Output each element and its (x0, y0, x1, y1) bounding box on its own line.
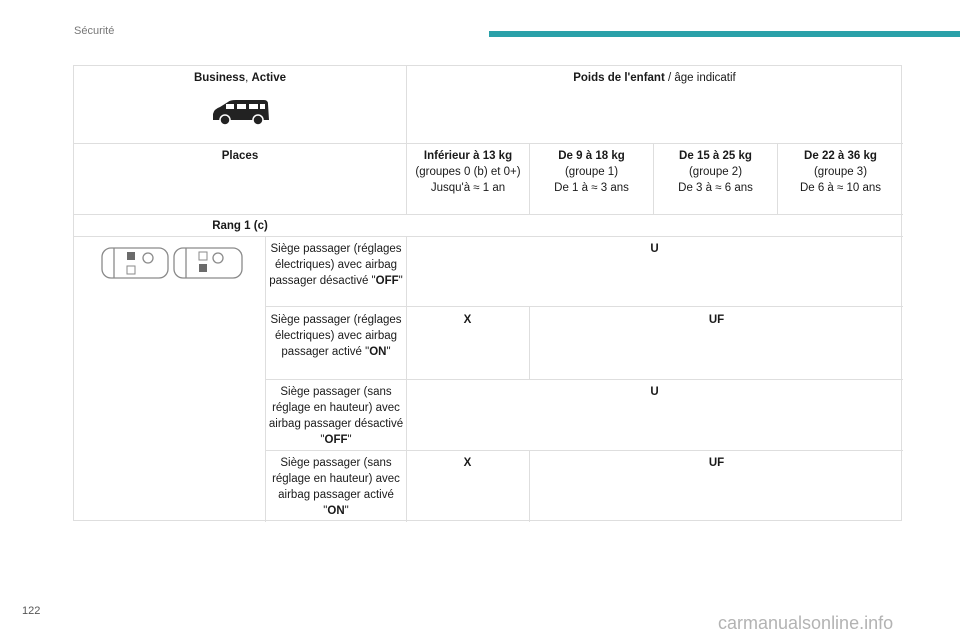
model-name-a: Business (193, 72, 246, 84)
group-value: UF (708, 314, 725, 326)
table-divider (265, 236, 266, 522)
seat-position-diagram-icon (100, 244, 244, 282)
weight-title: Poids de l'enfant (573, 72, 665, 84)
group-1-cell (530, 148, 653, 196)
model-separator: , (245, 72, 252, 84)
seat-description: Siège passager (sans réglage en hauteur) avec airbag passager désactivé "OFF" (268, 386, 404, 446)
model-name-b: Active (251, 72, 287, 84)
section-title: Sécurité (74, 25, 115, 37)
group-title: De 22 à 36 kg (804, 150, 877, 162)
table-divider (74, 143, 903, 144)
group-subtitle: (groupe 3) (813, 166, 868, 178)
watermark: carmanualsonline.info (718, 613, 894, 633)
group-value: X (463, 314, 472, 326)
model-header (74, 70, 406, 86)
table-divider (406, 66, 407, 214)
places-label: Places (221, 150, 259, 162)
child-seat-table (73, 65, 902, 521)
group-subtitle: (groupe 1) (564, 166, 619, 178)
group-age: Jusqu'à ≈ 1 an (430, 182, 506, 194)
airbag-status: OFF (324, 434, 348, 446)
group-subtitle: (groupes 0 (b) et 0+) (415, 166, 521, 178)
accent-bar (489, 31, 960, 37)
page-number: 122 (22, 605, 41, 617)
van-icon (210, 98, 272, 128)
group-2-cell (654, 148, 777, 196)
weight-header (406, 70, 903, 86)
group-subtitle: (groupe 2) (688, 166, 743, 178)
group-title: Inférieur à 13 kg (423, 150, 513, 162)
airbag-status: ON (327, 505, 345, 517)
group-value: UF (708, 457, 725, 469)
group-0-cell (410, 148, 526, 196)
airbag-status: OFF (375, 275, 399, 287)
group-value: X (463, 457, 472, 469)
group-title: De 15 à 25 kg (679, 150, 752, 162)
group-age: De 3 à ≈ 6 ans (678, 182, 753, 194)
table-divider (265, 306, 903, 307)
airbag-status: ON (369, 346, 387, 358)
table-divider (406, 236, 407, 522)
table-divider (74, 214, 903, 215)
seat-description: Siège passager (réglages électriques) avec airbag passager activé "ON" (270, 314, 402, 358)
group-title: De 9 à 18 kg (558, 150, 625, 162)
weight-subtitle: / âge indicatif (664, 72, 736, 84)
group-age: De 1 à ≈ 3 ans (554, 182, 629, 194)
row-label: Rang 1 (c) (212, 220, 268, 232)
group-value: U (650, 243, 659, 255)
table-divider (265, 379, 903, 380)
group-age: De 6 à ≈ 10 ans (799, 182, 882, 194)
seat-description: Siège passager (réglages électriques) avec airbag passager désactivé "OFF" (269, 243, 403, 287)
seat-description: Siège passager (sans réglage en hauteur) avec airbag passager activé "ON" (272, 457, 400, 517)
table-divider (265, 450, 903, 451)
group-value: U (650, 386, 659, 398)
table-divider (74, 236, 903, 237)
group-3-cell (778, 148, 903, 196)
